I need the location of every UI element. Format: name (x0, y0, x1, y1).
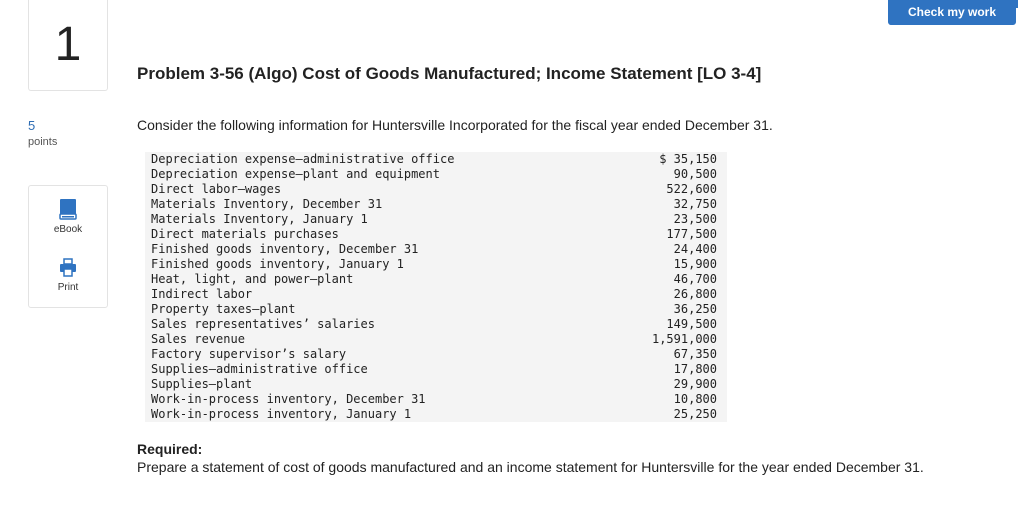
table-row (145, 197, 727, 212)
row-amount: 1,591,000 (651, 332, 717, 346)
row-label: Heat, light, and power–plant (151, 272, 354, 286)
row-amount: 25,250 (673, 407, 717, 421)
table-row (145, 302, 727, 317)
required-heading: Required: (137, 441, 203, 457)
row-label: Direct materials purchases (151, 227, 339, 241)
row-amount: 36,250 (673, 302, 717, 316)
book-icon (59, 198, 77, 220)
row-label: Depreciation expense–plant and equipment (151, 167, 440, 181)
points-value: 5 (28, 118, 36, 133)
print-label: Print (57, 282, 79, 293)
row-label: Indirect labor (151, 287, 253, 301)
row-label: Finished goods inventory, January 1 (151, 257, 404, 271)
table-row (145, 347, 727, 362)
row-amount: 149,500 (666, 317, 717, 331)
row-amount: 90,500 (673, 167, 717, 181)
table-row (145, 272, 727, 287)
row-amount: 522,600 (666, 182, 717, 196)
row-amount: 32,750 (673, 197, 717, 211)
table-row (145, 257, 727, 272)
data-table (145, 152, 727, 422)
table-row (145, 377, 727, 392)
row-label: Property taxes–plant (151, 302, 296, 316)
row-amount: 177,500 (666, 227, 717, 241)
row-label: Work-in-process inventory, January 1 (151, 407, 412, 421)
table-row (145, 167, 727, 182)
ebook-button[interactable] (29, 198, 107, 235)
row-label: Materials Inventory, January 1 (151, 212, 368, 226)
row-label: Depreciation expense–administrative office (151, 152, 455, 166)
question-number-box (28, 0, 108, 91)
row-amount: 26,800 (673, 287, 717, 301)
table-row (145, 362, 727, 377)
table-row (145, 152, 727, 167)
ebook-label: eBook (53, 224, 83, 235)
check-my-work-button[interactable]: Check my work (888, 0, 1016, 25)
points-info (28, 119, 108, 148)
row-amount: 24,400 (673, 242, 717, 256)
printer-icon (59, 258, 77, 278)
row-amount: 15,900 (673, 257, 717, 271)
problem-intro: Consider the following information for Huntersville Incorporated for the fiscal year ended December 31. (137, 117, 773, 133)
question-number: 1 (54, 18, 82, 71)
table-row (145, 287, 727, 302)
table-row (145, 182, 727, 197)
row-label: Finished goods inventory, December 31 (151, 242, 419, 256)
row-amount: 17,800 (673, 362, 717, 376)
row-label: Factory supervisor’s salary (151, 347, 347, 361)
required-text: Prepare a statement of cost of goods manufactured and an income statement for Huntersville for the year ended December 31. (137, 459, 924, 475)
row-amount: 46,700 (673, 272, 717, 286)
row-amount: 67,350 (673, 347, 717, 361)
tools-panel (28, 185, 108, 308)
row-label: Sales revenue (151, 332, 245, 346)
row-amount: 10,800 (673, 392, 717, 406)
row-label: Sales representatives’ salaries (151, 317, 375, 331)
table-row (145, 317, 727, 332)
row-label: Supplies–plant (151, 377, 253, 391)
table-row (145, 212, 727, 227)
table-row (145, 392, 727, 407)
row-amount: 29,900 (673, 377, 717, 391)
table-row (145, 332, 727, 347)
row-amount: 23,500 (673, 212, 717, 226)
row-label: Supplies–administrative office (151, 362, 368, 376)
table-row (145, 242, 727, 257)
row-amount: $ 35,150 (659, 152, 717, 166)
table-row (145, 227, 727, 242)
table-row (145, 407, 727, 422)
problem-title: Problem 3-56 (Algo) Cost of Goods Manufactured; Income Statement [LO 3-4] (137, 64, 762, 83)
print-button[interactable] (29, 258, 107, 293)
row-label: Direct labor–wages (151, 182, 282, 196)
points-label: points (28, 136, 58, 148)
row-label: Materials Inventory, December 31 (151, 197, 383, 211)
row-label: Work-in-process inventory, December 31 (151, 392, 426, 406)
